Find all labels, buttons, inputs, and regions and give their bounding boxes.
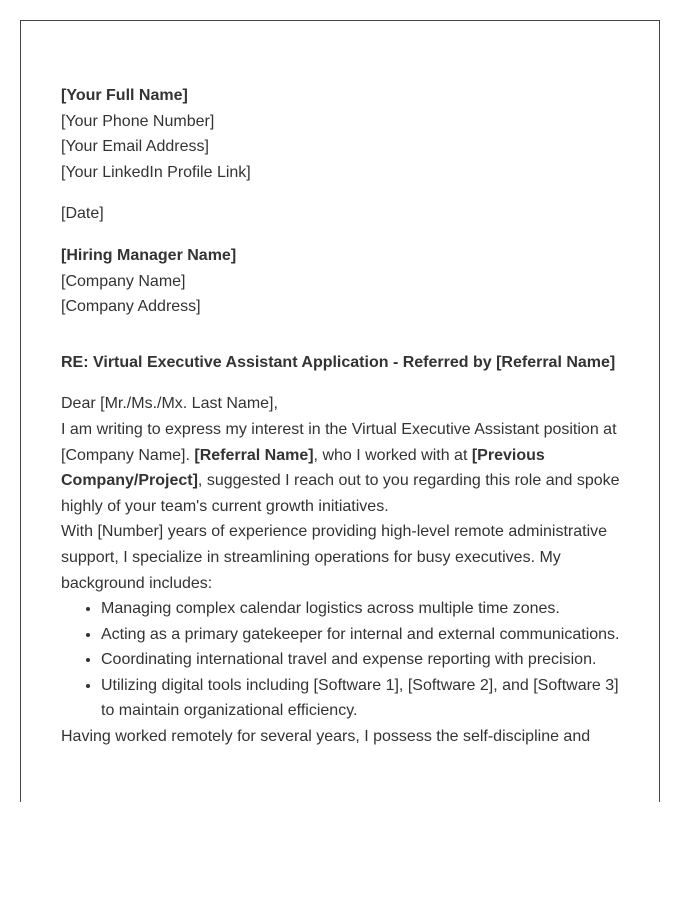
letter-content [61, 83, 629, 750]
sender-block [61, 83, 629, 185]
letter-page [20, 20, 660, 802]
sender-phone: [Your Phone Number] [61, 112, 215, 130]
sender-name: [Your Full Name] [61, 87, 188, 104]
salutation: Dear [Mr./Ms./Mx. Last Name], [61, 395, 278, 413]
recipient-block [61, 243, 629, 320]
skills-list [61, 596, 629, 724]
recipient-address: [Company Address] [61, 298, 201, 316]
paragraph-remote: Having worked remotely for several years, I possess the self-discipline and [61, 728, 591, 746]
referral-name: [Referral Name] [194, 446, 314, 464]
list-item: • Acting as a primary gatekeeper for internal and external communications. [101, 622, 629, 648]
recipient-company: [Company Name] [61, 272, 186, 290]
paragraph-experience: With [Number] years of experience providing high-level remote administrative support, I specialize in streamlining operations for busy executives. My background includes: [61, 523, 608, 592]
paragraph-intro [61, 417, 629, 519]
letter-date: [Date] [61, 205, 104, 223]
previous-company: [Previous Company/Project] [61, 446, 545, 490]
paragraph-intro-part3: , suggested I reach out to you regarding this role and spoke highly of your team's current growth initiatives. [61, 472, 620, 515]
paragraph-intro-part1: I am writing to express my interest in the Virtual Executive Assistant position at [Company Name]. [61, 420, 617, 464]
subject-line: RE: Virtual Executive Assistant Application - Referred by [Referral Name] [61, 353, 616, 371]
sender-email: [Your Email Address] [61, 138, 209, 156]
recipient-name: [Hiring Manager Name] [61, 246, 237, 264]
sender-linkedin: [Your LinkedIn Profile Link] [61, 163, 251, 181]
salutation-block [61, 391, 629, 417]
list-item: • Managing complex calendar logistics across multiple time zones. [101, 596, 629, 622]
date-block [61, 201, 629, 227]
subject-block [61, 350, 629, 376]
list-item: • Utilizing digital tools including [Software 1], [Software 2], and [Software 3] to maintain organizational efficiency. [101, 673, 629, 724]
list-item: • Coordinating international travel and expense reporting with precision. [101, 647, 629, 673]
paragraph-intro-part2: , who I worked with at [313, 446, 472, 464]
